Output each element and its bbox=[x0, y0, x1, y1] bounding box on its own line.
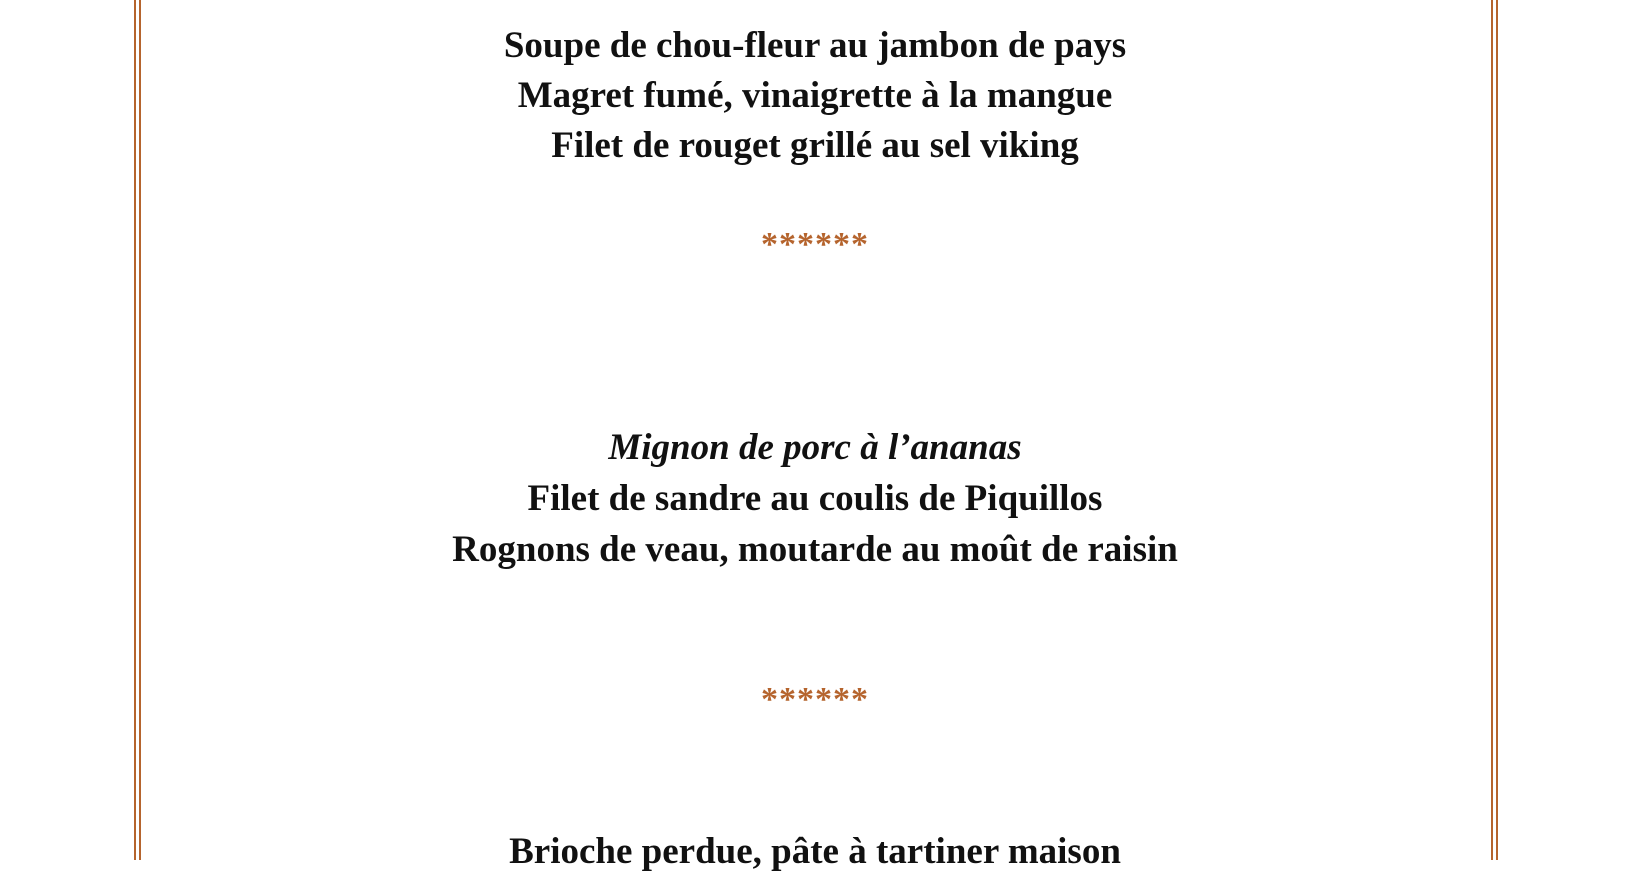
dish-rognons: Rognons de veau, moutarde au moût de raisin bbox=[452, 529, 1178, 570]
dish-soupe: Soupe de chou-fleur au jambon de pays bbox=[503, 25, 1127, 66]
separator-2: ****** bbox=[761, 681, 869, 718]
dish-sandre: Filet de sandre au coulis de Piquillos bbox=[527, 478, 1103, 519]
dish-rouget: Filet de rouget grillé au sel viking bbox=[551, 125, 1079, 166]
dish-mignon: Mignon de porc à l’ananas bbox=[608, 427, 1022, 468]
dish-magret: Magret fumé, vinaigrette à la mangue bbox=[517, 75, 1113, 116]
dish-brioche: Brioche perdue, pâte à tartiner maison bbox=[509, 831, 1121, 872]
separator-1: ****** bbox=[761, 226, 869, 263]
